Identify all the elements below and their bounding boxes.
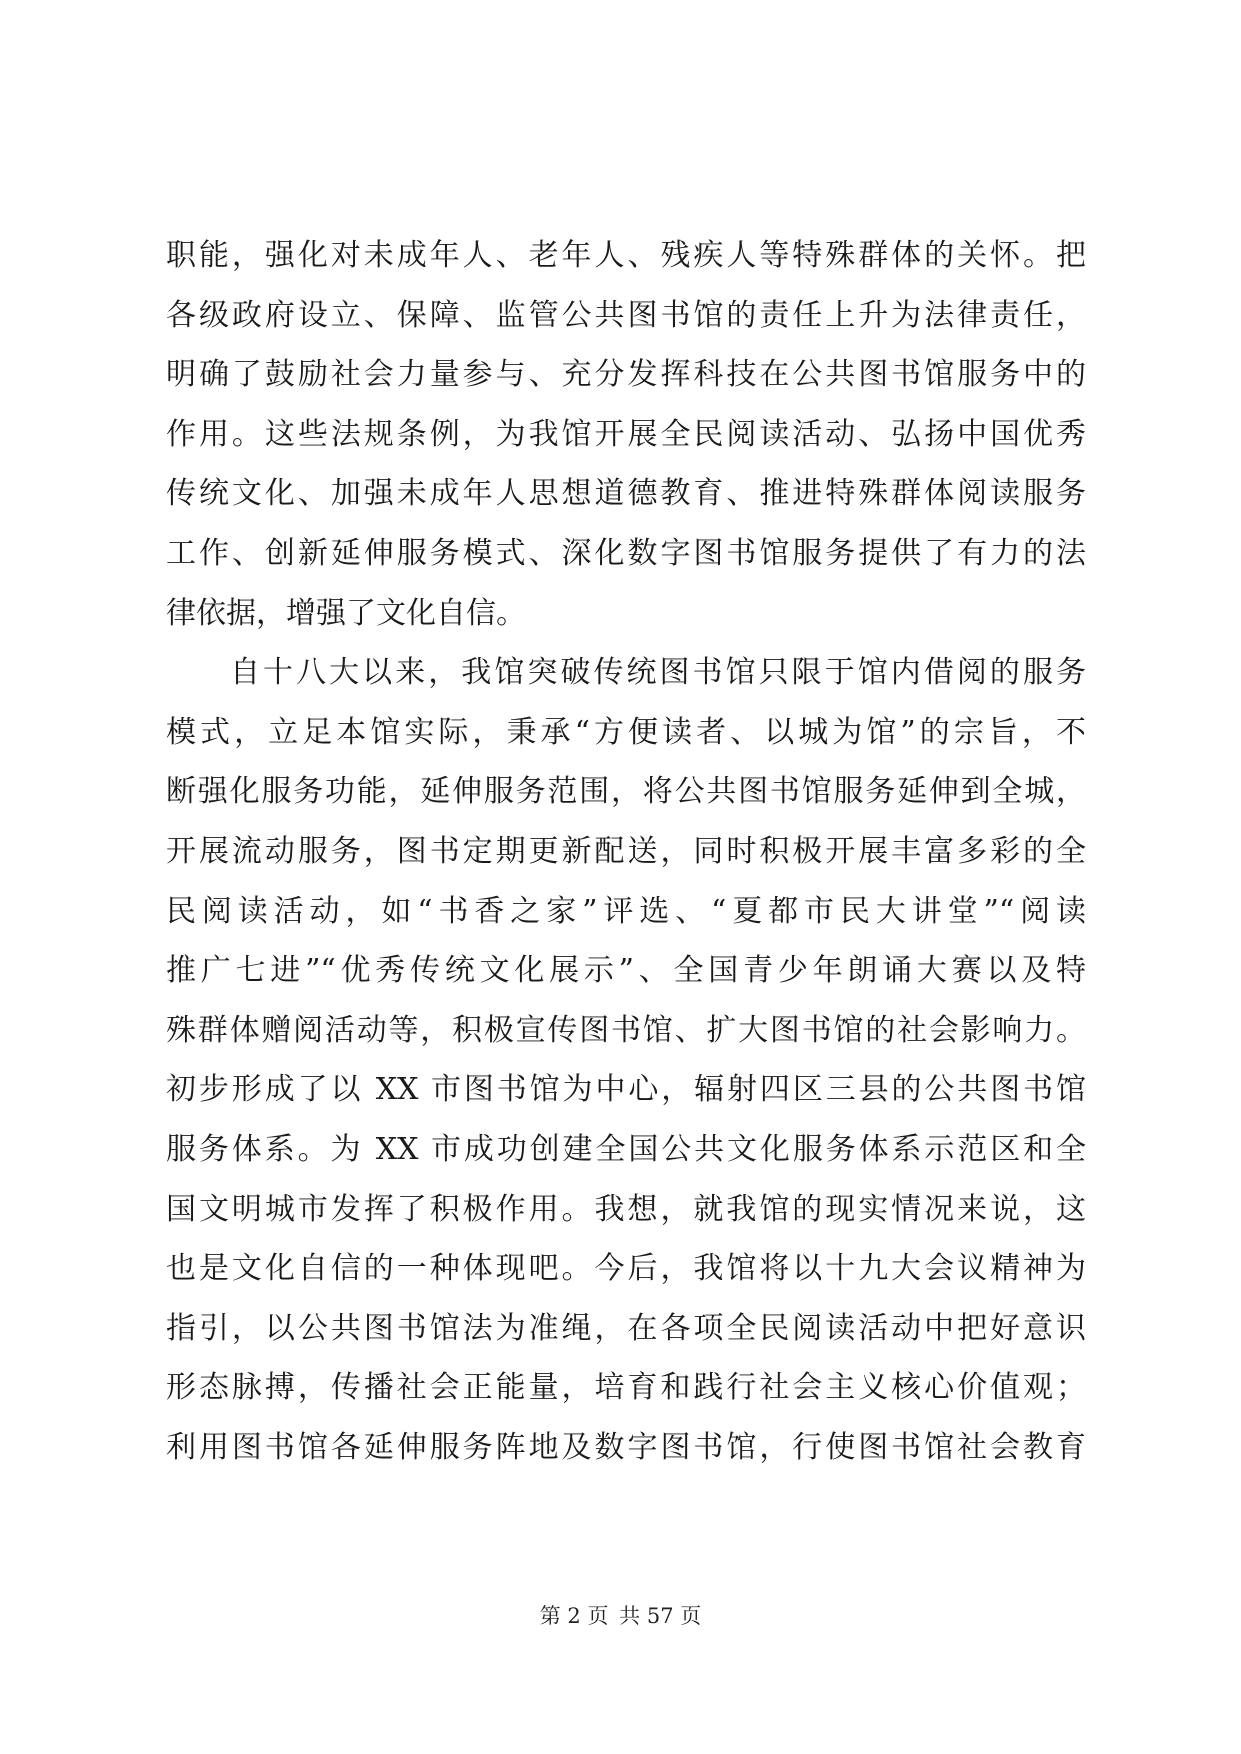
text-line: 服务体系。为 XX 市成功创建全国公共文化服务体系示范区和全: [166, 1131, 1086, 1167]
text-line: 作用。这些法规条例，为我馆开展全民阅读活动、弘扬中国优秀: [166, 416, 1086, 452]
text-line: 国文明城市发挥了积极作用。我想，就我馆的现实情况来说，这: [166, 1191, 1086, 1227]
text-line: 开展流动服务，图书定期更新配送，同时积极开展丰富多彩的全: [166, 833, 1086, 869]
text-line: 推广七进”“优秀传统文化展示”、全国青少年朗诵大赛以及特: [166, 953, 1086, 989]
text-line: 殊群体赠阅活动等，积极宣传图书馆、扩大图书馆的社会影响力。: [166, 1012, 1086, 1048]
text-line: 传统文化、加强未成年人思想道德教育、推进特殊群体阅读服务: [166, 476, 1086, 512]
text-line: 工作、创新延伸服务模式、深化数字图书馆服务提供了有力的法: [166, 535, 1086, 571]
paragraph-first-line: 自十八大以来，我馆突破传统图书馆只限于馆内借阅的服务: [230, 655, 1086, 691]
text-line: 模式，立足本馆实际，秉承“方便读者、以城为馆”的宗旨，不: [166, 714, 1086, 750]
text-line: 初步形成了以 XX 市图书馆为中心，辐射四区三县的公共图书馆: [166, 1072, 1086, 1108]
text-line: 律依据，增强了文化自信。: [166, 595, 526, 631]
body-text: [166, 226, 1086, 1477]
text-line: 也是文化自信的一种体现吧。今后，我馆将以十九大会议精神为: [166, 1251, 1086, 1287]
page-number: 第 2 页: [539, 1604, 609, 1628]
text-line: 指引，以公共图书馆法为准绳，在各项全民阅读活动中把好意识: [166, 1310, 1086, 1346]
text-line: 断强化服务功能，延伸服务范围，将公共图书馆服务延伸到全城，: [166, 774, 1086, 810]
text-line: 明确了鼓励社会力量参与、充分发挥科技在公共图书馆服务中的: [166, 357, 1086, 393]
text-line: 形态脉搏，传播社会正能量，培育和践行社会主义核心价值观；: [166, 1370, 1086, 1406]
text-line: 各级政府设立、保障、监管公共图书馆的责任上升为法律责任，: [166, 297, 1086, 333]
text-line: 职能，强化对未成年人、老年人、残疾人等特殊群体的关怀。把: [166, 238, 1086, 273]
text-line: 民阅读活动，如“书香之家”评选、“夏都市民大讲堂”“阅读: [166, 893, 1086, 929]
text-line: 利用图书馆各延伸服务阵地及数字图书馆，行使图书馆社会教育: [166, 1429, 1086, 1465]
page-total: 共 57 页: [619, 1604, 702, 1628]
page-footer: [0, 1600, 1241, 1630]
